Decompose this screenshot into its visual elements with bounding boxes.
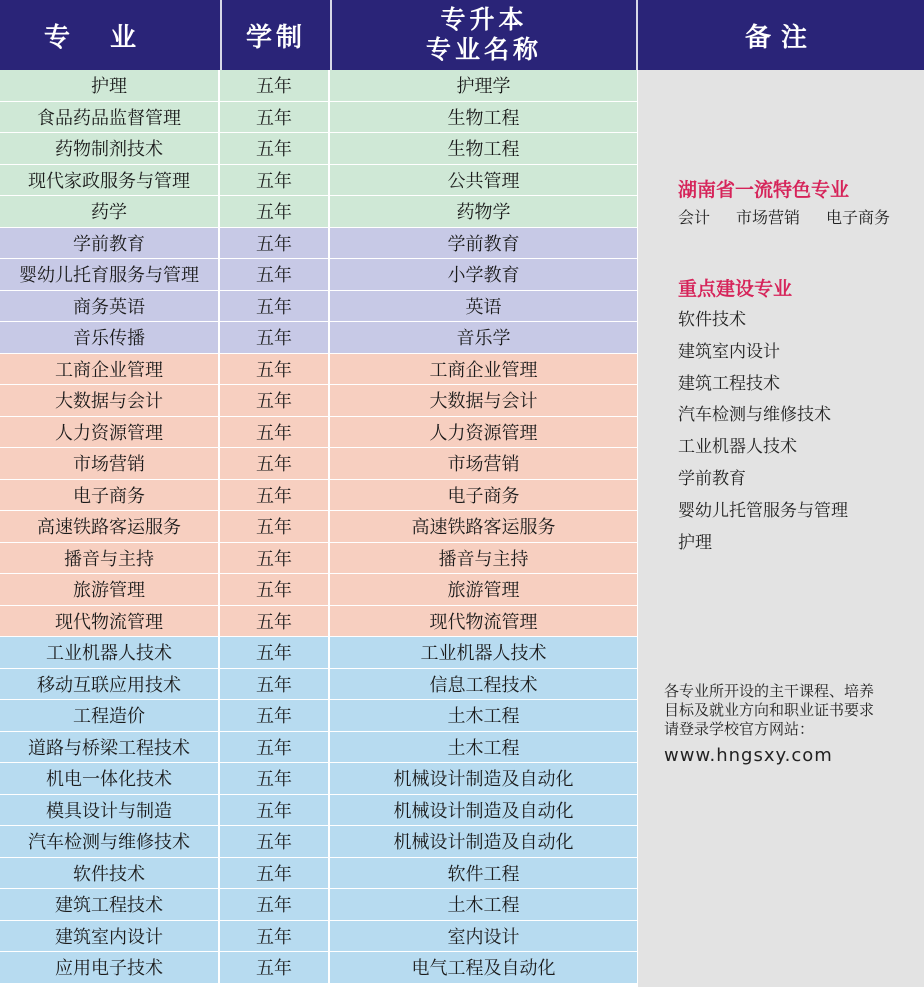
- major-cell: 市场营销: [0, 448, 220, 479]
- notes-section2-item: 建筑室内设计: [678, 341, 780, 362]
- table-row: [0, 763, 637, 795]
- table-row: [0, 858, 637, 890]
- notes-section2-item: 建筑工程技术: [678, 373, 780, 394]
- notes-section1-items: [678, 205, 916, 228]
- major-cell: 学前教育: [0, 228, 220, 259]
- years-cell: 五年: [220, 669, 330, 700]
- years-cell: 五年: [220, 448, 330, 479]
- major-cell: 建筑工程技术: [0, 889, 220, 920]
- upgrade-cell: 现代物流管理: [429, 611, 538, 633]
- years-cell: 五年: [220, 480, 330, 511]
- major-cell: 软件技术: [0, 858, 220, 889]
- upgrade-cell: 生物工程: [447, 139, 520, 161]
- notes-section1-title: 湖南省一流特色专业: [678, 179, 850, 201]
- major-cell: 现代家政服务与管理: [0, 165, 220, 196]
- upgrade-cell: 大数据与会计: [429, 391, 538, 413]
- upgrade-cell: 电子商务: [447, 485, 520, 507]
- table-row: [0, 795, 637, 827]
- years-cell: 五年: [220, 732, 330, 763]
- years-cell: 五年: [220, 354, 330, 385]
- table-row: [0, 826, 637, 858]
- major-cell: 护理: [0, 70, 220, 101]
- table-row: [0, 196, 637, 228]
- notes-footer-line: 请登录学校官方网站：: [664, 720, 815, 738]
- header-upgrade-line2: 专业名称: [425, 35, 542, 64]
- upgrade-cell: 土木工程: [447, 737, 520, 759]
- table-row: [0, 448, 637, 480]
- table-row: [0, 511, 637, 543]
- years-cell: 五年: [220, 102, 330, 133]
- major-cell: 播音与主持: [0, 543, 220, 574]
- years-cell: 五年: [220, 70, 330, 101]
- years-cell: 五年: [220, 858, 330, 889]
- table-row: [0, 574, 637, 606]
- upgrade-cell: 学前教育: [447, 233, 520, 255]
- years-cell: 五年: [220, 795, 330, 826]
- website-link[interactable]: www.hngsxy.com: [664, 745, 833, 766]
- table-row: [0, 165, 637, 197]
- upgrade-cell: 公共管理: [447, 170, 520, 192]
- years-cell: 五年: [220, 291, 330, 322]
- years-cell: 五年: [220, 417, 330, 448]
- years-cell: 五年: [220, 133, 330, 164]
- years-cell: 五年: [220, 637, 330, 668]
- years-cell: 五年: [220, 700, 330, 731]
- upgrade-cell: 人力资源管理: [429, 422, 538, 444]
- table-row: [0, 228, 637, 260]
- years-cell: 五年: [220, 889, 330, 920]
- table-row: [0, 291, 637, 323]
- major-cell: 建筑室内设计: [0, 921, 220, 952]
- years-cell: 五年: [220, 322, 330, 353]
- notes-footer-line: 目标及就业方向和职业证书要求: [664, 701, 875, 719]
- notes-section2-item: 软件技术: [678, 310, 746, 330]
- years-cell: 五年: [220, 763, 330, 794]
- notes-section2-item: 婴幼儿托管服务与管理: [678, 500, 848, 521]
- years-cell: 五年: [220, 543, 330, 574]
- notes-section2-item: 学前教育: [678, 468, 746, 489]
- table-row: [0, 322, 637, 354]
- header-major: 专业: [43, 22, 176, 53]
- table-row: [0, 637, 637, 669]
- upgrade-cell: 工商企业管理: [429, 359, 538, 381]
- notes-panel: [638, 70, 924, 987]
- header-notes: 备注: [744, 22, 817, 53]
- upgrade-cell: 工业机器人技术: [420, 643, 547, 665]
- table-row: [0, 385, 637, 417]
- years-cell: 五年: [220, 574, 330, 605]
- upgrade-cell: 高速铁路客运服务: [411, 517, 556, 539]
- table-row: [0, 133, 637, 165]
- years-cell: 五年: [220, 826, 330, 857]
- years-cell: 五年: [220, 165, 330, 196]
- upgrade-cell: 播音与主持: [438, 548, 529, 570]
- major-cell: 汽车检测与维修技术: [0, 826, 220, 857]
- upgrade-cell: 土木工程: [447, 706, 520, 728]
- table-row: [0, 921, 637, 953]
- table-row: [0, 70, 637, 102]
- major-cell: 高速铁路客运服务: [0, 511, 220, 542]
- table-header: [0, 0, 924, 70]
- major-cell: 移动互联应用技术: [0, 669, 220, 700]
- table-row: [0, 700, 637, 732]
- upgrade-cell: 护理学: [456, 76, 511, 98]
- table-row: [0, 952, 637, 984]
- table-row: [0, 354, 637, 386]
- upgrade-cell: 旅游管理: [447, 580, 520, 602]
- notes-section2-item: 汽车检测与维修技术: [678, 405, 831, 426]
- notes-section2-item: 护理: [678, 532, 712, 553]
- major-cell: 大数据与会计: [0, 385, 220, 416]
- table-row: [0, 417, 637, 449]
- major-cell: 商务英语: [0, 291, 220, 322]
- major-cell: 人力资源管理: [0, 417, 220, 448]
- upgrade-cell: 信息工程技术: [429, 674, 538, 696]
- notes-section1-item: 会计: [678, 208, 711, 227]
- upgrade-cell: 英语: [465, 296, 502, 318]
- table-row: [0, 480, 637, 512]
- years-cell: 五年: [220, 952, 330, 983]
- header-years: 学制: [245, 22, 306, 53]
- upgrade-cell: 土木工程: [447, 895, 520, 917]
- notes-section1-item: 市场营销: [736, 208, 801, 227]
- major-cell: 婴幼儿托育服务与管理: [0, 259, 220, 290]
- major-cell: 现代物流管理: [0, 606, 220, 637]
- major-cell: 工商企业管理: [0, 354, 220, 385]
- majors-table-body: [0, 70, 637, 984]
- notes-footer: [664, 682, 924, 739]
- notes-section2-item: 工业机器人技术: [678, 437, 797, 458]
- years-cell: 五年: [220, 921, 330, 952]
- major-cell: 药物制剂技术: [0, 133, 220, 164]
- upgrade-cell: 室内设计: [447, 926, 520, 948]
- major-cell: 模具设计与制造: [0, 795, 220, 826]
- header-upgrade: [332, 0, 636, 70]
- upgrade-cell: 生物工程: [447, 107, 520, 129]
- notes-section1-item: 电子商务: [826, 208, 891, 227]
- table-row: [0, 102, 637, 134]
- years-cell: 五年: [220, 385, 330, 416]
- table-row: [0, 669, 637, 701]
- notes-section2-list: [678, 308, 848, 562]
- major-cell: 电子商务: [0, 480, 220, 511]
- table-row: [0, 889, 637, 921]
- table-row: [0, 259, 637, 291]
- years-cell: 五年: [220, 228, 330, 259]
- major-cell: 机电一体化技术: [0, 763, 220, 794]
- table-row: [0, 543, 637, 575]
- major-cell: 药学: [0, 196, 220, 227]
- major-cell: 旅游管理: [0, 574, 220, 605]
- years-cell: 五年: [220, 511, 330, 542]
- upgrade-cell: 机械设计制造及自动化: [393, 800, 574, 822]
- major-cell: 工程造价: [0, 700, 220, 731]
- major-cell: 工业机器人技术: [0, 637, 220, 668]
- table-row: [0, 732, 637, 764]
- upgrade-cell: 小学教育: [447, 265, 520, 287]
- years-cell: 五年: [220, 196, 330, 227]
- upgrade-cell: 电气工程及自动化: [411, 958, 556, 980]
- notes-footer-line: 各专业所开设的主干课程、培养: [664, 682, 875, 700]
- major-cell: 应用电子技术: [0, 952, 220, 983]
- notes-section2-title: 重点建设专业: [678, 278, 793, 300]
- header-upgrade-line1: 专升本: [440, 5, 528, 34]
- major-cell: 音乐传播: [0, 322, 220, 353]
- major-cell: 食品药品监督管理: [0, 102, 220, 133]
- upgrade-cell: 音乐学: [456, 328, 511, 350]
- table-row: [0, 606, 637, 638]
- upgrade-cell: 软件工程: [447, 863, 520, 885]
- upgrade-cell: 药物学: [456, 202, 511, 224]
- years-cell: 五年: [220, 606, 330, 637]
- major-cell: 道路与桥梁工程技术: [0, 732, 220, 763]
- upgrade-cell: 机械设计制造及自动化: [393, 832, 574, 854]
- upgrade-cell: 机械设计制造及自动化: [393, 769, 574, 791]
- upgrade-cell: 市场营销: [447, 454, 520, 476]
- years-cell: 五年: [220, 259, 330, 290]
